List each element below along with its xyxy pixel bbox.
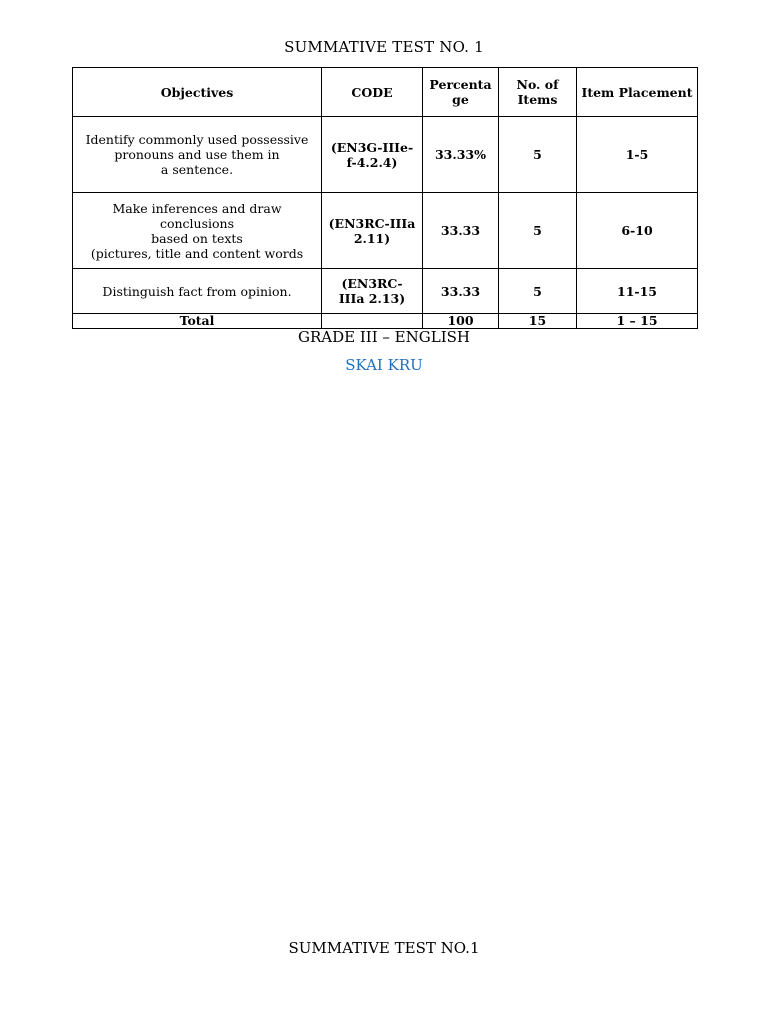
header-percentage: [423, 68, 499, 117]
code-line: (EN3RC-IIIa: [328, 215, 416, 231]
objective-line: pronouns and use them in: [114, 147, 280, 162]
header-percentage-line1: Percenta: [429, 77, 492, 92]
code-line: (EN3RC-: [341, 276, 403, 291]
percentage-cell: 33.33%: [423, 117, 499, 193]
header-objectives: Objectives: [73, 68, 322, 117]
items-cell: 5: [499, 193, 577, 269]
objective-cell: [73, 193, 322, 269]
header-items-line2: Items: [517, 92, 558, 107]
code-cell: [322, 269, 423, 314]
percentage-cell: 33.33: [423, 193, 499, 269]
total-label: Total: [73, 314, 322, 329]
header-percentage-line2: ge: [452, 92, 469, 107]
total-percentage: 100: [423, 314, 499, 329]
code-line: IIIa 2.13): [338, 291, 406, 306]
items-cell: 5: [499, 269, 577, 314]
objective-line: Make inferences and draw conclusions: [112, 200, 282, 231]
total-items: 15: [499, 314, 577, 329]
code-line: 2.11): [353, 230, 391, 246]
brand-name: SKAI KRU: [345, 356, 423, 374]
items-cell: 5: [499, 117, 577, 193]
placement-cell: 1-5: [577, 117, 698, 193]
code-cell: [322, 117, 423, 193]
footer-title: SUMMATIVE TEST NO.1: [288, 939, 480, 957]
header-items-line1: No. of: [516, 77, 559, 92]
grade-subject-line: GRADE III – ENGLISH: [298, 328, 470, 346]
header-code: CODE: [322, 68, 423, 117]
total-placement: 1 – 15: [577, 314, 698, 329]
code-line: f-4.2.4): [346, 154, 398, 170]
objective-cell: [73, 269, 322, 314]
percentage-cell: 33.33: [423, 269, 499, 314]
table-row: [73, 269, 698, 314]
code-cell: [322, 193, 423, 269]
total-code: [322, 314, 423, 329]
table-of-specifications: [72, 67, 698, 329]
placement-cell: 6-10: [577, 193, 698, 269]
header-item-placement: Item Placement: [577, 68, 698, 117]
table-row: [73, 193, 698, 269]
table-row: [73, 117, 698, 193]
objective-line: Identify commonly used possessive: [85, 132, 309, 147]
header-no-of-items: [499, 68, 577, 117]
document-title: SUMMATIVE TEST NO. 1: [284, 38, 484, 56]
objective-cell: [73, 117, 322, 193]
total-row: [73, 314, 698, 329]
objective-line: (pictures, title and content words: [90, 245, 304, 261]
objective-line: based on texts: [151, 230, 243, 246]
table-header-row: [73, 68, 698, 117]
code-line: (EN3G-IIIe-: [330, 139, 414, 155]
objective-line: Distinguish fact from opinion.: [102, 283, 292, 299]
objective-line: a sentence.: [160, 162, 234, 177]
placement-cell: 11-15: [577, 269, 698, 314]
